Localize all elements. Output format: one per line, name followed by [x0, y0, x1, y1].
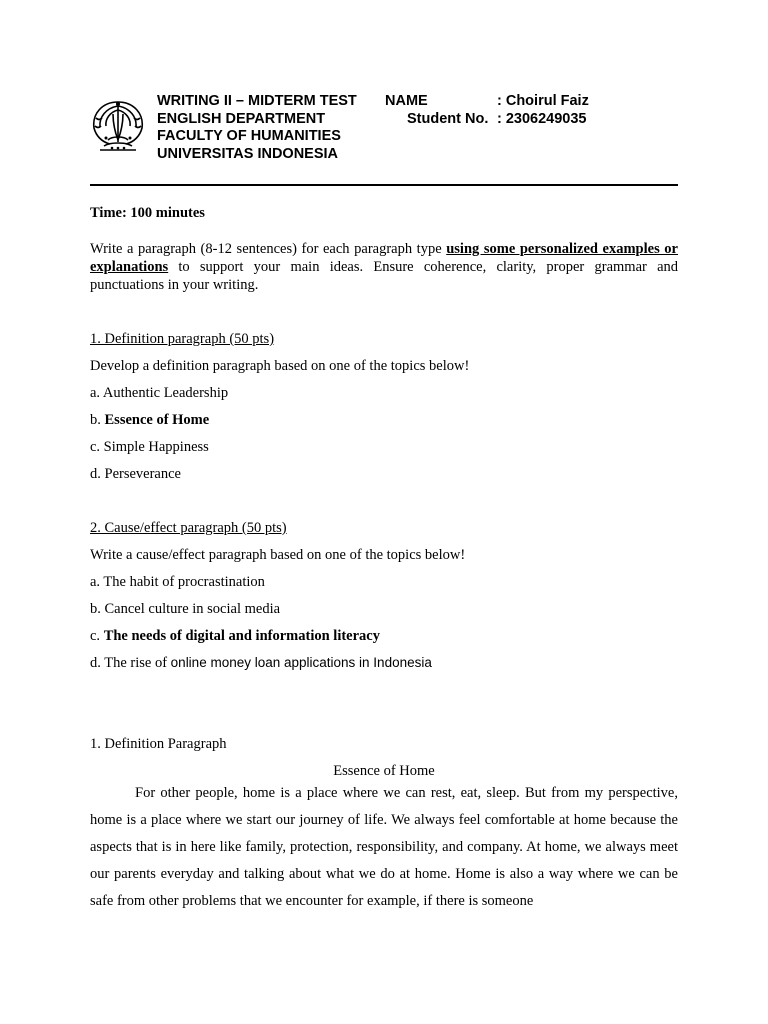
time-limit: Time: 100 minutes	[90, 205, 205, 221]
answer-title: Essence of Home	[333, 763, 435, 779]
answer-body: For other people, home is a place where we can rest, eat, sleep. But from my perspective, home is a place where we start our journey of life. We always feel comfortable at home because the aspects that is in here like family, protection, responsibility, and company. At home, we always meet our parents everyday and talking about what we do at home. Home is also a way where we can be safe from other problems that we encounter for example, if there is someone	[90, 785, 678, 909]
option-c-prefix: c.	[90, 628, 104, 644]
section1-option-a: a. Authentic Leadership	[90, 385, 229, 401]
option-c-text: The needs of digital and information literacy	[103, 628, 380, 644]
faculty-name: FACULTY OF HUMANITIES	[157, 128, 341, 145]
university-seal-icon	[88, 96, 148, 156]
course-header	[157, 93, 357, 164]
instructions-post: to support your main ideas. Ensure coherence, clarity, proper grammar and punctuations in your writing.	[90, 259, 678, 293]
section2-option-a: a. The habit of procrastination	[90, 574, 265, 590]
university-name: UNIVERSITAS INDONESIA	[157, 146, 339, 163]
instructions-emphasis: using some personalized examples or explanations	[90, 241, 678, 275]
section2-option-c	[90, 627, 678, 645]
option-d-text: online money loan applications in Indonesia	[170, 655, 432, 670]
instructions	[90, 240, 678, 294]
name-value: : Choirul Faiz	[497, 93, 589, 109]
section2-prompt: Write a cause/effect paragraph based on one of the topics below!	[90, 547, 466, 563]
section2-option-b: b. Cancel culture in social media	[90, 601, 281, 617]
student-info	[385, 93, 605, 128]
header-divider	[90, 184, 678, 186]
option-b-text: Essence of Home	[104, 412, 210, 428]
name-label: NAME	[385, 93, 428, 109]
instructions-pre: Write a paragraph (8-12 sentences) for each paragraph type	[90, 241, 447, 257]
section1-option-d: d. Perseverance	[90, 466, 181, 482]
option-b-prefix: b.	[90, 412, 105, 428]
section1-option-b	[90, 411, 678, 429]
section1-heading: 1. Definition paragraph (50 pts)	[90, 331, 275, 347]
student-number-value: : 2306249035	[497, 110, 587, 127]
section2-heading: 2. Cause/effect paragraph (50 pts)	[90, 520, 287, 536]
section1-option-c: c. Simple Happiness	[90, 439, 209, 455]
department-name: ENGLISH DEPARTMENT	[157, 110, 326, 127]
option-d-prefix: d. The rise of	[90, 655, 171, 671]
answer-heading: 1. Definition Paragraph	[90, 736, 227, 752]
exam-content	[90, 204, 678, 915]
section2-option-d	[90, 654, 678, 672]
section1-prompt: Develop a definition paragraph based on one of the topics below!	[90, 358, 470, 374]
course-title: WRITING II – MIDTERM TEST	[157, 93, 357, 109]
student-number-label: Student No.	[407, 110, 489, 127]
